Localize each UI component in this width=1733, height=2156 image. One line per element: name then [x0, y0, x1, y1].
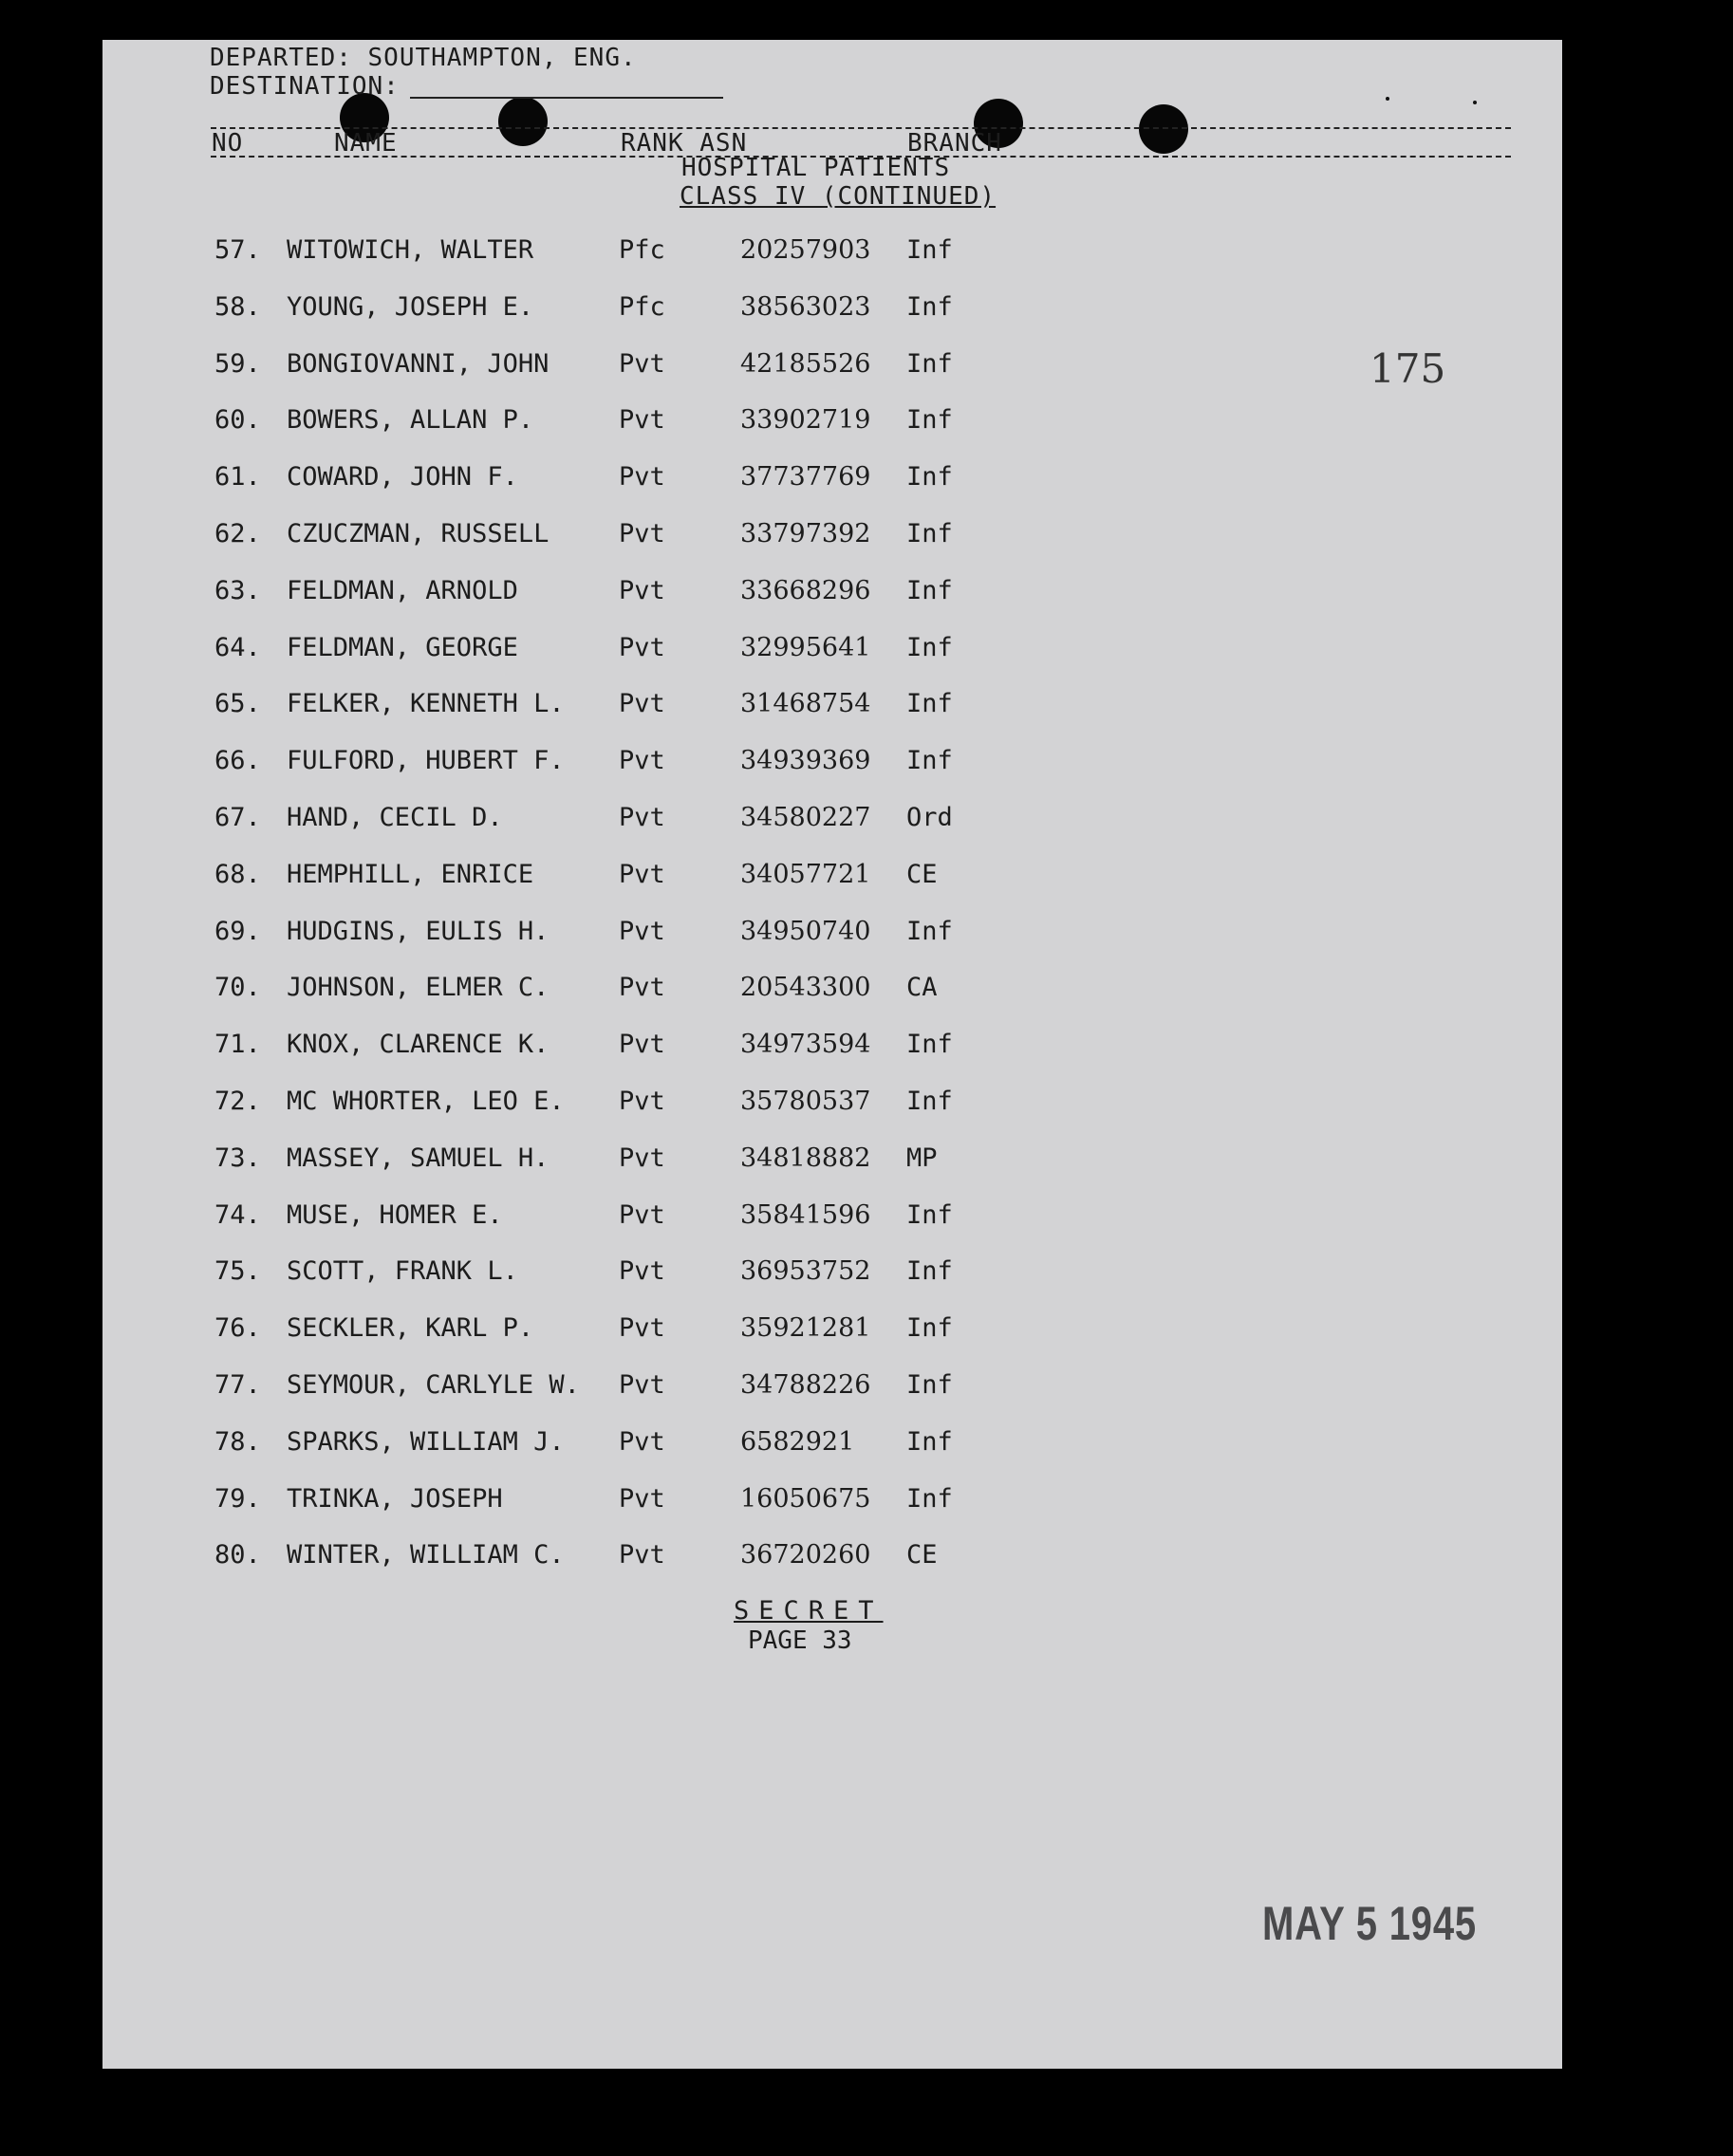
serial-number: 34818882	[740, 1143, 871, 1173]
branch: Inf	[906, 1426, 953, 1457]
roster-row	[102, 973, 1052, 1011]
destination-blank	[410, 97, 723, 99]
serial-number: 35921281	[740, 1313, 871, 1344]
branch: MP	[906, 1143, 938, 1173]
branch: Inf	[906, 916, 953, 946]
branch: Inf	[906, 1087, 953, 1116]
soldier-name: MC WHORTER, LEO E.	[287, 1087, 565, 1116]
branch: Inf	[906, 575, 953, 605]
branch: Inf	[906, 235, 953, 265]
row-number: 66.	[214, 746, 261, 776]
branch: Inf	[906, 519, 953, 548]
column-header-no: NO	[212, 129, 244, 158]
received-date-stamp: MAY 5 1945	[1262, 1897, 1477, 1950]
page-number: PAGE 33	[748, 1626, 852, 1655]
row-number: 78.	[214, 1426, 261, 1457]
row-number: 70.	[214, 973, 261, 1003]
rank: Pvt	[619, 632, 665, 662]
branch: Inf	[906, 405, 953, 436]
row-number: 68.	[214, 859, 261, 889]
serial-number: 35780537	[740, 1087, 871, 1116]
rank: Pvt	[619, 1087, 665, 1116]
branch: Inf	[906, 689, 953, 719]
branch: Inf	[906, 348, 953, 379]
serial-number: 36720260	[740, 1540, 871, 1571]
serial-number: 20257903	[740, 235, 871, 265]
row-number: 79.	[214, 1483, 261, 1514]
serial-number: 42185526	[740, 348, 871, 379]
soldier-name: HUDGINS, EULIS H.	[287, 916, 550, 946]
rank: Pvt	[619, 973, 665, 1003]
roster-row	[102, 1313, 1052, 1351]
roster-row	[102, 405, 1052, 443]
branch: Inf	[906, 746, 953, 776]
rank: Pvt	[619, 746, 665, 776]
serial-number: 33797392	[740, 519, 871, 548]
row-number: 80.	[214, 1540, 261, 1571]
roster-row	[102, 292, 1052, 330]
branch: CA	[906, 973, 938, 1003]
soldier-name: BOWERS, ALLAN P.	[287, 405, 534, 436]
soldier-name: SPARKS, WILLIAM J.	[287, 1426, 565, 1457]
branch: Inf	[906, 1199, 953, 1230]
branch: Inf	[906, 1030, 953, 1060]
folio-number: 175	[1370, 345, 1446, 392]
roster-row	[102, 462, 1052, 500]
soldier-name: FELDMAN, ARNOLD	[287, 575, 518, 605]
ink-speck	[1386, 97, 1389, 101]
section-subtitle: CLASS IV (CONTINUED)	[680, 182, 997, 211]
serial-number: 16050675	[740, 1483, 871, 1514]
branch: Inf	[906, 1256, 953, 1287]
serial-number: 33902719	[740, 405, 871, 436]
classification-marking: SECRET	[734, 1596, 884, 1626]
serial-number: 32995641	[740, 632, 871, 662]
rank: Pvt	[619, 689, 665, 719]
soldier-name: TRINKA, JOSEPH	[287, 1483, 503, 1514]
roster-row	[102, 860, 1052, 898]
branch: Ord	[906, 803, 953, 832]
header-rule-top	[211, 127, 1511, 129]
row-number: 72.	[214, 1087, 261, 1116]
serial-number: 31468754	[740, 689, 871, 719]
punch-hole	[1139, 104, 1188, 154]
roster-row	[102, 689, 1052, 727]
roster-row	[102, 1200, 1052, 1238]
branch: Inf	[906, 632, 953, 662]
soldier-name: FELKER, KENNETH L.	[287, 689, 565, 719]
roster-row	[102, 1540, 1052, 1578]
roster-row	[102, 1256, 1052, 1294]
row-number: 77.	[214, 1370, 261, 1400]
roster-row	[102, 1143, 1052, 1181]
row-number: 57.	[214, 235, 261, 265]
departed-line: DEPARTED: SOUTHAMPTON, ENG.	[210, 44, 637, 72]
row-number: 71.	[214, 1030, 261, 1060]
rank: Pvt	[619, 1483, 665, 1514]
serial-number: 36953752	[740, 1256, 871, 1287]
serial-number: 34057721	[740, 859, 871, 889]
serial-number: 34788226	[740, 1370, 871, 1400]
section-title: HOSPITAL PATIENTS	[681, 154, 951, 182]
row-number: 67.	[214, 803, 261, 832]
roster-row	[102, 349, 1052, 387]
branch: Inf	[906, 462, 953, 493]
roster-row	[102, 1370, 1052, 1408]
soldier-name: MASSEY, SAMUEL H.	[287, 1143, 550, 1173]
row-number: 74.	[214, 1199, 261, 1230]
soldier-name: MUSE, HOMER E.	[287, 1199, 503, 1230]
rank: Pvt	[619, 405, 665, 436]
rank: Pvt	[619, 1313, 665, 1344]
row-number: 69.	[214, 916, 261, 946]
roster-row	[102, 803, 1052, 841]
soldier-name: HAND, CECIL D.	[287, 803, 503, 832]
roster-row	[102, 519, 1052, 557]
soldier-name: WITOWICH, WALTER	[287, 235, 534, 265]
row-number: 75.	[214, 1256, 261, 1287]
roster-row	[102, 1484, 1052, 1522]
soldier-name: WINTER, WILLIAM C.	[287, 1540, 565, 1571]
roster-row	[102, 1030, 1052, 1068]
roster-row	[102, 1087, 1052, 1124]
soldier-name: HEMPHILL, ENRICE	[287, 859, 534, 889]
soldier-name: SEYMOUR, CARLYLE W.	[287, 1370, 580, 1400]
rank: Pvt	[619, 1370, 665, 1400]
row-number: 64.	[214, 632, 261, 662]
row-number: 61.	[214, 462, 261, 493]
branch: Inf	[906, 1370, 953, 1400]
roster-row	[102, 1427, 1052, 1465]
rank: Pvt	[619, 1143, 665, 1173]
serial-number: 34973594	[740, 1030, 871, 1060]
document-page	[102, 40, 1562, 2069]
column-header-name: NAME	[334, 129, 398, 158]
branch: CE	[906, 1540, 938, 1571]
rank: Pfc	[619, 235, 665, 265]
branch: Inf	[906, 1313, 953, 1344]
rank: Pfc	[619, 291, 665, 322]
serial-number: 6582921	[740, 1426, 855, 1457]
serial-number: 38563023	[740, 291, 871, 322]
destination-label: DESTINATION:	[210, 72, 400, 101]
rank: Pvt	[619, 348, 665, 379]
soldier-name: SECKLER, KARL P.	[287, 1313, 534, 1344]
row-number: 76.	[214, 1313, 261, 1344]
serial-number: 34950740	[740, 916, 871, 946]
soldier-name: KNOX, CLARENCE K.	[287, 1030, 550, 1060]
row-number: 60.	[214, 405, 261, 436]
soldier-name: YOUNG, JOSEPH E.	[287, 291, 534, 322]
column-header-branch: BRANCH	[907, 129, 1002, 158]
roster-row	[102, 235, 1052, 273]
row-number: 62.	[214, 519, 261, 548]
rank: Pvt	[619, 575, 665, 605]
row-number: 73.	[214, 1143, 261, 1173]
row-number: 59.	[214, 348, 261, 379]
rank: Pvt	[619, 1256, 665, 1287]
serial-number: 34939369	[740, 746, 871, 776]
soldier-name: CZUCZMAN, RUSSELL	[287, 519, 550, 548]
soldier-name: FELDMAN, GEORGE	[287, 632, 518, 662]
soldier-name: FULFORD, HUBERT F.	[287, 746, 565, 776]
serial-number: 35841596	[740, 1199, 871, 1230]
soldier-name: JOHNSON, ELMER C.	[287, 973, 550, 1003]
rank: Pvt	[619, 1030, 665, 1060]
roster-row	[102, 576, 1052, 614]
roster-row	[102, 917, 1052, 955]
column-header-rank-asn: RANK ASN	[621, 129, 748, 158]
ink-speck	[1473, 101, 1477, 104]
branch: Inf	[906, 291, 953, 322]
rank: Pvt	[619, 462, 665, 493]
rank: Pvt	[619, 1426, 665, 1457]
serial-number: 34580227	[740, 803, 871, 832]
roster-row	[102, 746, 1052, 784]
row-number: 63.	[214, 575, 261, 605]
rank: Pvt	[619, 916, 665, 946]
row-number: 65.	[214, 689, 261, 719]
roster-row	[102, 633, 1052, 671]
serial-number: 33668296	[740, 575, 871, 605]
punch-hole	[498, 97, 548, 146]
soldier-name: SCOTT, FRANK L.	[287, 1256, 518, 1287]
rank: Pvt	[619, 859, 665, 889]
row-number: 58.	[214, 291, 261, 322]
serial-number: 20543300	[740, 973, 871, 1003]
branch: Inf	[906, 1483, 953, 1514]
soldier-name: COWARD, JOHN F.	[287, 462, 518, 493]
rank: Pvt	[619, 1540, 665, 1571]
branch: CE	[906, 859, 938, 889]
soldier-name: BONGIOVANNI, JOHN	[287, 348, 550, 379]
rank: Pvt	[619, 1199, 665, 1230]
rank: Pvt	[619, 803, 665, 832]
rank: Pvt	[619, 519, 665, 548]
serial-number: 37737769	[740, 462, 871, 493]
